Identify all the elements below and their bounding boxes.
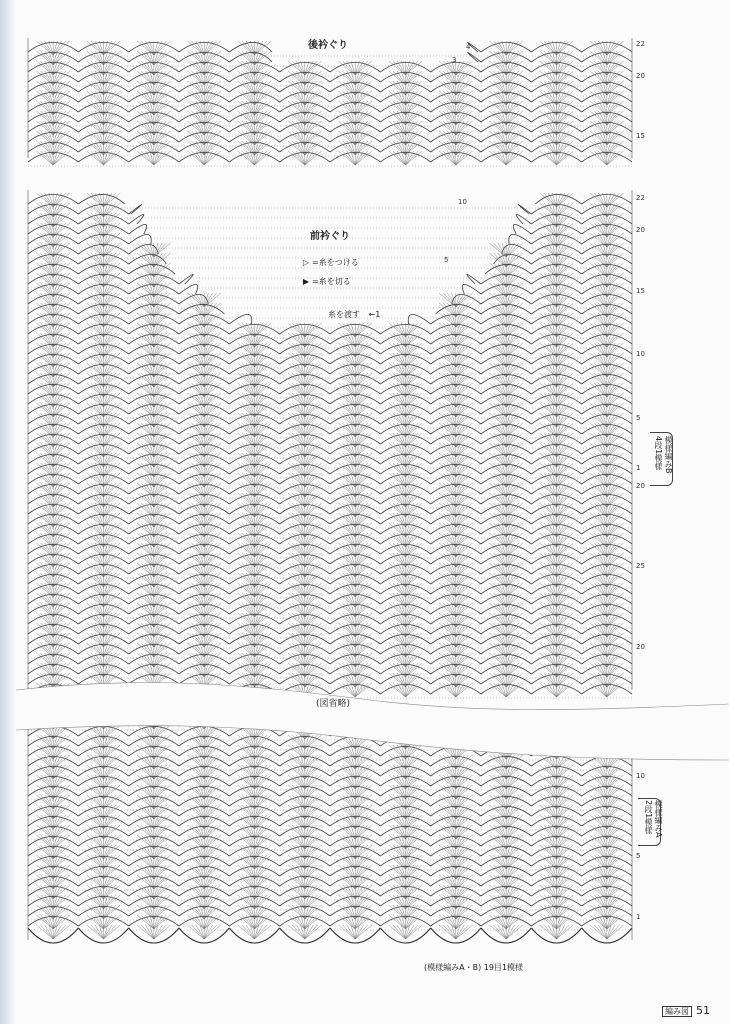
stitch-fan <box>36 653 623 667</box>
stitch-row <box>28 484 632 494</box>
stitch-fan <box>36 193 623 207</box>
stitch-fan <box>36 503 623 517</box>
omission-band <box>16 683 729 760</box>
stitch-row <box>28 294 632 304</box>
stitch-row <box>28 826 632 836</box>
stitch-fan <box>36 443 623 457</box>
pattern-b-repeat: 4段1模様 <box>654 436 663 471</box>
stitch-fan <box>36 613 623 627</box>
pass-yarn-label <box>328 310 380 320</box>
stitch-row <box>28 424 632 434</box>
stitch-row <box>28 796 632 806</box>
stitch-row <box>28 494 632 504</box>
stitch-row <box>28 594 632 604</box>
stitch-fan <box>36 553 623 567</box>
side-marker: 10 <box>458 198 467 206</box>
stitch-row <box>28 454 632 464</box>
stitch-row <box>28 52 632 62</box>
stitch-row <box>28 806 632 816</box>
stitch-fan <box>36 293 623 307</box>
stitch-row <box>28 776 632 786</box>
omission-band-fill <box>16 683 729 760</box>
stitch-row <box>28 122 632 132</box>
stitch-fan <box>36 895 623 909</box>
filled-triangle-icon: ▶ <box>302 277 310 286</box>
stitch-row <box>28 324 632 334</box>
stitch-row <box>28 102 632 112</box>
stitch-fan <box>36 111 623 125</box>
stitch-fan <box>36 513 623 527</box>
pattern-b-label: 模様編みB <box>664 436 673 474</box>
side-marker: 3 <box>452 56 457 64</box>
stitch-row <box>28 62 632 72</box>
stitch-fan <box>36 203 623 217</box>
stitch-row <box>28 876 632 886</box>
pass-yarn-text: 糸を渡す <box>328 310 360 319</box>
stitch-row <box>28 674 632 684</box>
row-number: 20 <box>636 72 645 80</box>
stitch-row <box>28 644 632 654</box>
stitch-fan <box>36 363 623 377</box>
stitch-fan <box>36 353 623 367</box>
stitch-row <box>28 634 632 644</box>
stitch-fan <box>36 213 623 227</box>
stitch-fan <box>36 573 623 587</box>
row-number: 20 <box>636 482 645 490</box>
stitch-fan <box>36 805 623 819</box>
stitch-fan <box>36 343 623 357</box>
side-marker: 4 <box>466 43 471 51</box>
stitch-row <box>28 384 632 394</box>
stitch-fan <box>36 243 623 257</box>
page-number: 51 <box>696 1004 710 1017</box>
stitch-row <box>28 344 632 354</box>
stitch-fan <box>36 51 623 65</box>
stitch-fan <box>36 583 623 597</box>
stitch-fan <box>36 755 623 769</box>
stitch-row <box>28 82 632 92</box>
stitch-fan <box>36 825 623 839</box>
stitch-fan <box>36 453 623 467</box>
stitch-row <box>28 664 632 674</box>
pattern-a-repeat: 2段1模様 <box>644 800 653 835</box>
side-marker: 5 <box>444 256 449 264</box>
stitch-row <box>28 152 632 162</box>
stitch-row <box>28 846 632 856</box>
stitch-fan <box>36 633 623 647</box>
stitch-row <box>28 354 632 364</box>
stitch-row <box>28 544 632 554</box>
stitch-row <box>28 204 632 214</box>
stitch-row <box>28 214 632 224</box>
stitch-fan <box>36 121 623 135</box>
row-number: 15 <box>636 287 645 295</box>
stitch-fan <box>36 835 623 849</box>
row-number: 22 <box>636 194 645 202</box>
stitch-fan <box>36 865 623 879</box>
stitch-fan <box>36 473 623 487</box>
stitch-fan <box>36 563 623 577</box>
legend-attach-yarn <box>300 258 359 268</box>
stitch-row <box>28 584 632 594</box>
stitch-row <box>28 444 632 454</box>
stitch-row <box>28 464 632 474</box>
stitch-fan <box>36 775 623 789</box>
stitch-fan <box>36 493 623 507</box>
stitch-row <box>28 92 632 102</box>
row-number: 5 <box>636 414 641 422</box>
legend-cut-yarn <box>300 277 351 287</box>
stitch-row <box>28 504 632 514</box>
stitch-fan <box>36 845 623 859</box>
legend-text: =糸を切る <box>312 277 351 286</box>
stitch-row <box>28 414 632 424</box>
stitch-fan <box>36 373 623 387</box>
stitch-row <box>28 786 632 796</box>
stitch-row <box>28 474 632 484</box>
stitch-fan <box>36 543 623 557</box>
stitch-row <box>28 334 632 344</box>
section-badge: 編み図 <box>662 1006 692 1017</box>
pass-yarn-arrow: ←1 <box>368 310 381 319</box>
row-number: 25 <box>636 562 645 570</box>
stitch-fan <box>36 333 623 347</box>
stitch-fan <box>36 101 623 115</box>
stitch-fan <box>36 383 623 397</box>
stitch-row <box>28 112 632 122</box>
stitch-row <box>28 524 632 534</box>
stitch-row <box>28 554 632 564</box>
stitch-row <box>28 614 632 624</box>
stitch-row <box>28 624 632 634</box>
stitch-row <box>28 906 632 916</box>
pattern-a-label: 模様編みA <box>654 800 663 838</box>
stitch-fan <box>36 81 623 95</box>
stitch-row <box>28 404 632 414</box>
row-number: 20 <box>636 643 645 651</box>
stitch-fan <box>36 885 623 899</box>
stitch-fan <box>36 483 623 497</box>
stitch-row <box>28 856 632 866</box>
stitch-fan <box>36 795 623 809</box>
row-number: 22 <box>636 40 645 48</box>
stitch-fan <box>36 433 623 447</box>
stitch-fan <box>36 875 623 889</box>
row-number: 10 <box>636 350 645 358</box>
row-number: 20 <box>636 226 645 234</box>
stitch-fan <box>36 403 623 417</box>
stitch-fan <box>36 765 623 779</box>
stitch-row <box>28 534 632 544</box>
stitch-fan <box>36 643 623 657</box>
omission-label: (図省略) <box>316 699 351 709</box>
stitch-row <box>28 72 632 82</box>
stitch-row <box>28 866 632 876</box>
stitch-fan <box>36 623 623 637</box>
stitch-row <box>28 916 632 926</box>
stitch-fan <box>36 423 623 437</box>
stitch-row <box>28 604 632 614</box>
stitch-row <box>28 756 632 766</box>
row-number: 1 <box>636 913 641 921</box>
repeat-note: (模様編みA・B) 19目1模様 <box>424 963 524 972</box>
stitch-fan <box>36 905 623 919</box>
stitch-fan <box>36 523 623 537</box>
stitch-row <box>28 374 632 384</box>
front-neckline-title: 前衿ぐり <box>310 231 350 242</box>
stitch-row <box>28 816 632 826</box>
stitch-row <box>28 766 632 776</box>
stitch-row <box>28 142 632 152</box>
stitch-fan <box>36 71 623 85</box>
stitch-row <box>28 194 632 204</box>
legend-text: =糸をつける <box>312 258 359 267</box>
stitch-fan <box>36 141 623 155</box>
stitch-fan <box>36 663 623 677</box>
stitch-fan <box>36 603 623 617</box>
stitch-row <box>28 836 632 846</box>
stitch-fan <box>36 61 623 75</box>
stitch-row <box>28 564 632 574</box>
outline-triangle-icon: ▷ <box>302 258 310 267</box>
stitch-fan <box>36 323 623 337</box>
stitch-row <box>28 896 632 906</box>
stitch-fan <box>36 915 623 929</box>
stitch-row <box>28 244 632 254</box>
stitch-fan <box>36 151 623 165</box>
stitch-fan <box>36 785 623 799</box>
stitch-fan <box>36 131 623 145</box>
row-number: 1 <box>636 464 641 472</box>
back-neckline-title: 後衿ぐり <box>308 40 348 51</box>
stitch-row <box>28 132 632 142</box>
stitch-row <box>28 574 632 584</box>
stitch-row <box>28 364 632 374</box>
stitch-row <box>28 394 632 404</box>
stitch-row <box>28 514 632 524</box>
stitch-row <box>28 434 632 444</box>
stitch-fan <box>36 91 623 105</box>
stitch-fan <box>36 855 623 869</box>
stitch-fan <box>36 463 623 477</box>
stitch-row <box>28 886 632 896</box>
row-number: 5 <box>636 852 641 860</box>
stitch-fan <box>36 815 623 829</box>
page-footer <box>662 1004 710 1017</box>
stitch-row <box>28 654 632 664</box>
stitch-fan <box>36 413 623 427</box>
row-number: 10 <box>636 772 645 780</box>
stitch-fan <box>36 533 623 547</box>
stitch-fan <box>36 393 623 407</box>
stitch-layer <box>28 38 632 943</box>
row-number: 15 <box>636 132 645 140</box>
stitch-fan <box>36 593 623 607</box>
